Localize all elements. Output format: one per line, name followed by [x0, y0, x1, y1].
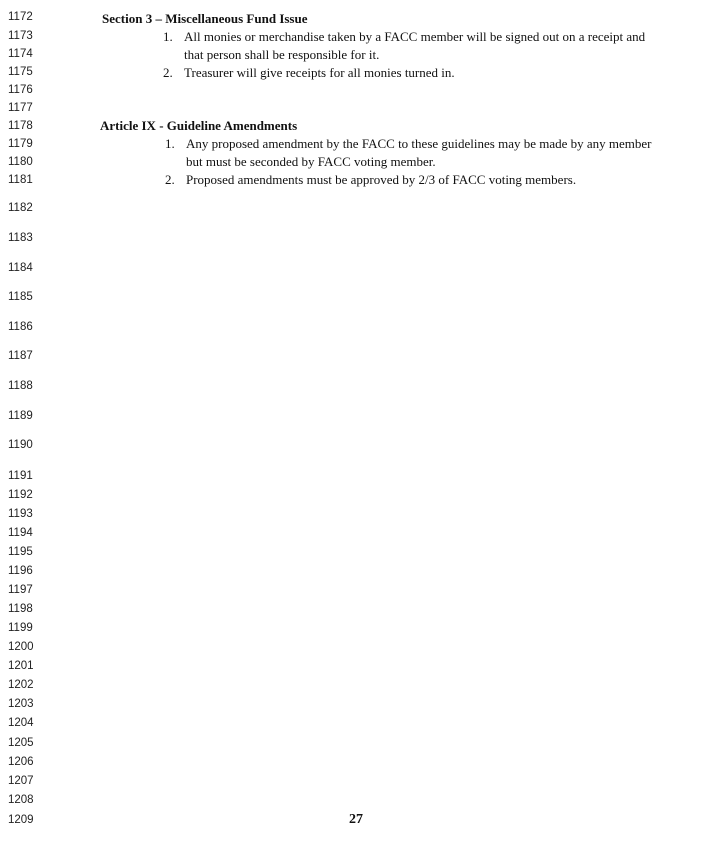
line-number: 1175	[8, 66, 33, 78]
line-number: 1196	[8, 565, 33, 577]
line-number: 1208	[8, 794, 34, 806]
list-item-text: All monies or merchandise taken by a FACC member will be signed out on a receipt and	[184, 29, 646, 44]
line-number: 1180	[8, 156, 33, 168]
line-number: 1203	[8, 698, 34, 710]
line-number: 1199	[8, 622, 33, 634]
line-number: 1207	[8, 775, 34, 787]
line-number: 1185	[8, 291, 33, 303]
line-number: 1183	[8, 232, 33, 244]
line-number: 1206	[8, 756, 34, 768]
line-number: 1176	[8, 84, 33, 96]
line-number: 1209	[8, 814, 34, 826]
line-number: 1186	[8, 321, 33, 333]
list-item-text-continued: that person shall be responsible for it.	[184, 47, 380, 62]
line-number: 1192	[8, 489, 33, 501]
list-item-text: Treasurer will give receipts for all monies turned in.	[184, 65, 455, 80]
list-item-text: Proposed amendments must be approved by 2/3 of FACC voting members.	[186, 172, 577, 187]
line-number: 1190	[8, 439, 33, 451]
line-number: 1177	[8, 102, 33, 114]
line-number: 1179	[8, 138, 33, 150]
line-number: 1204	[8, 717, 34, 729]
list-item-number: 2.	[163, 65, 173, 80]
line-number: 1195	[8, 546, 33, 558]
line-number: 1201	[8, 660, 34, 672]
line-number: 1178	[8, 120, 33, 132]
list-item-text: Any proposed amendment by the FACC to these guidelines may be made by any member	[186, 136, 652, 151]
line-number: 1198	[8, 603, 33, 615]
line-number: 1172	[8, 11, 33, 23]
line-number: 1193	[8, 508, 33, 520]
line-number: 1191	[8, 470, 33, 482]
list-item-number: 2.	[165, 172, 175, 187]
line-number: 1202	[8, 679, 34, 691]
line-number: 1184	[8, 262, 33, 274]
line-number: 1187	[8, 350, 33, 362]
list-item-number: 1.	[163, 29, 173, 44]
line-number: 1173	[8, 30, 33, 42]
line-number: 1194	[8, 527, 33, 539]
line-number: 1182	[8, 202, 33, 214]
list-item-number: 1.	[165, 136, 175, 151]
article-heading: Article IX - Guideline Amendments	[100, 118, 298, 133]
line-number: 1189	[8, 410, 33, 422]
line-number: 1197	[8, 584, 33, 596]
page-number: 27	[349, 812, 363, 827]
list-item-text-continued: but must be seconded by FACC voting member.	[186, 154, 436, 169]
line-number: 1205	[8, 737, 34, 749]
line-number: 1200	[8, 641, 34, 653]
line-number: 1188	[8, 380, 33, 392]
line-number: 1181	[8, 174, 33, 186]
section-heading: Section 3 – Miscellaneous Fund Issue	[102, 11, 308, 26]
line-number: 1174	[8, 48, 33, 60]
